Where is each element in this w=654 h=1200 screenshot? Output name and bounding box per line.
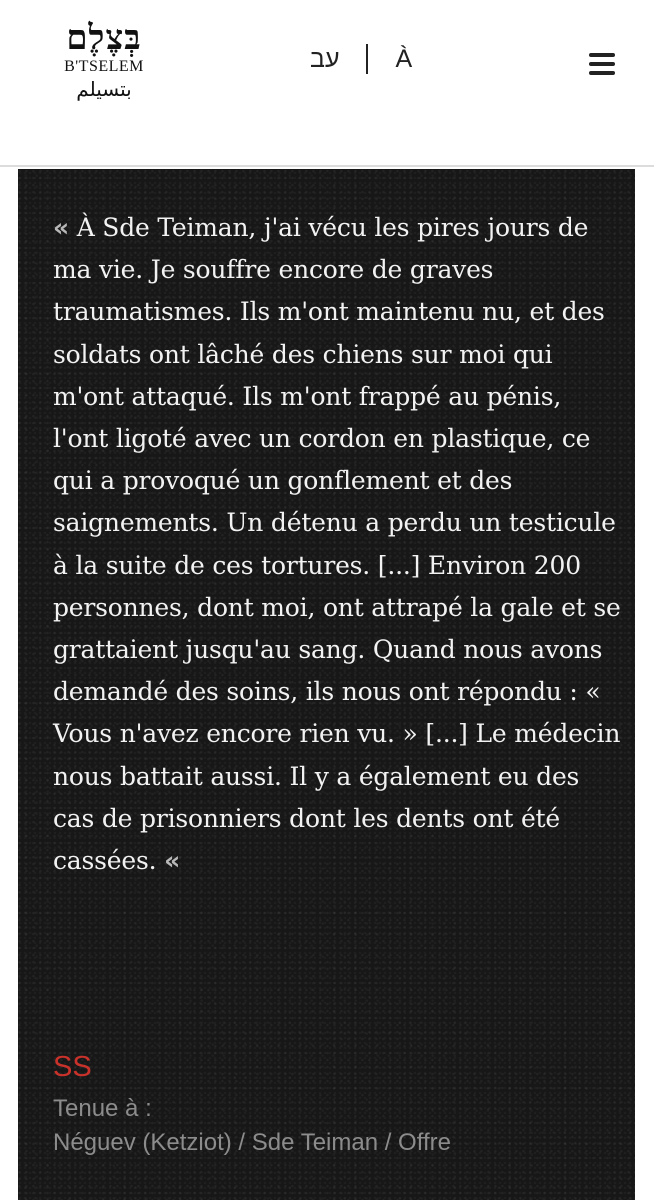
site-header [0,0,654,166]
hamburger-menu-icon[interactable] [589,53,615,75]
language-divider [366,44,368,74]
testimony-author: SS [53,1051,92,1083]
menu-bar-top [589,53,615,57]
language-hebrew-link[interactable]: עב [310,44,340,73]
language-switcher [310,44,412,74]
language-french-link[interactable]: À [395,44,413,73]
close-quote-icon: « [164,846,181,876]
testimony-text: À Sde Teiman, j'ai vécu les pires jours de ma vie. Je souffre encore de graves traumatismes. Ils m'ont maintenu nu, et des soldats ont lâché des chiens sur moi qui m'ont attaqué. Ils m'ont frappé au pénis, l'ont ligoté avec un cordon en plastique, ce qui a provoqué un gonflement et des saignements. Un détenu a perdu un testicule à la suite de ces tortures. [...] Environ 200 personnes, dont moi, ont attrapé la gale et se grattaient jusqu'au sang. Quand nous avons demandé des soins, ils nous ont répondu : « Vous n'avez encore rien vu. » [...] Le médecin nous battait aussi. Il y a également eu des cas de prisonniers dont les dents ont été cassées. [53,213,621,876]
logo-latin-text: B'TSELEM [64,58,144,75]
logo-hebrew-text: בְּצֶלֶם [66,18,142,58]
menu-bar-bottom [589,71,615,75]
held-at-label: Tenue à : [53,1095,152,1122]
menu-bar-middle [589,62,615,66]
held-at-locations: Néguev (Ketziot) / Sde Teiman / Offre [53,1129,451,1156]
header-divider [0,165,654,167]
logo-arabic-text: بتسيلم [76,77,132,101]
open-quote-icon: « [53,213,69,242]
testimony-card [18,169,635,1200]
testimony-quote [53,207,623,882]
btselem-logo[interactable] [50,18,158,118]
